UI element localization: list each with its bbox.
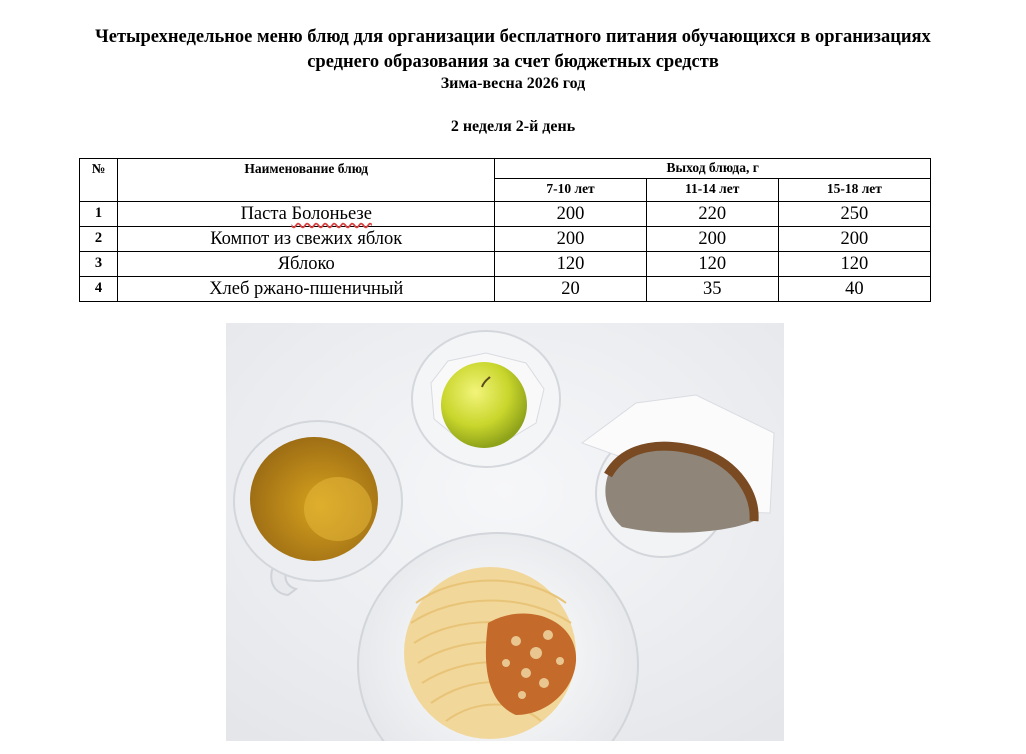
column-header-output: Выход блюда, г (495, 159, 931, 179)
column-header-age-7-10: 7-10 лет (495, 179, 646, 202)
dish-name (118, 202, 495, 227)
portion-15-18: 200 (778, 227, 930, 252)
apple-bowl (412, 331, 560, 467)
dish-name-spellcheck-word: Болоньезе (291, 204, 372, 224)
season-label: Зима-весна 2026 год (440, 75, 586, 92)
column-header-dish-name: Наименование блюд (118, 159, 495, 202)
portion-11-14: 35 (646, 277, 778, 302)
table-row (80, 252, 931, 277)
portion-7-10: 120 (495, 252, 646, 277)
row-number: 4 (80, 277, 118, 302)
portion-15-18: 40 (778, 277, 930, 302)
dish-name: Яблоко (118, 252, 495, 277)
row-number: 3 (80, 252, 118, 277)
column-header-age-15-18: 15-18 лет (778, 179, 930, 202)
portion-11-14: 220 (646, 202, 778, 227)
row-number: 1 (80, 202, 118, 227)
dish-name-part: Паста (240, 204, 292, 224)
table-row (80, 277, 931, 302)
table-header-row (80, 159, 931, 179)
menu-table (79, 158, 931, 302)
document-title-line2: среднего образования за счет бюджетных средств (307, 52, 719, 72)
portion-7-10: 200 (495, 227, 646, 252)
table-row (80, 202, 931, 227)
portion-11-14: 200 (646, 227, 778, 252)
portion-7-10: 200 (495, 202, 646, 227)
meal-photo (226, 323, 784, 741)
column-header-age-11-14: 11-14 лет (646, 179, 778, 202)
row-number: 2 (80, 227, 118, 252)
portion-11-14: 120 (646, 252, 778, 277)
portion-15-18: 120 (778, 252, 930, 277)
column-header-number: № (80, 159, 118, 202)
day-label: 2 неделя 2-й день (450, 118, 576, 135)
portion-7-10: 20 (495, 277, 646, 302)
document-title-line1: Четырехнедельное меню блюд для организации бесплатного питания обучающихся в организациях (95, 27, 931, 47)
dish-name: Компот из свежих яблок (118, 227, 495, 252)
table-row (80, 227, 931, 252)
portion-15-18: 250 (778, 202, 930, 227)
dish-name: Хлеб ржано-пшеничный (118, 277, 495, 302)
